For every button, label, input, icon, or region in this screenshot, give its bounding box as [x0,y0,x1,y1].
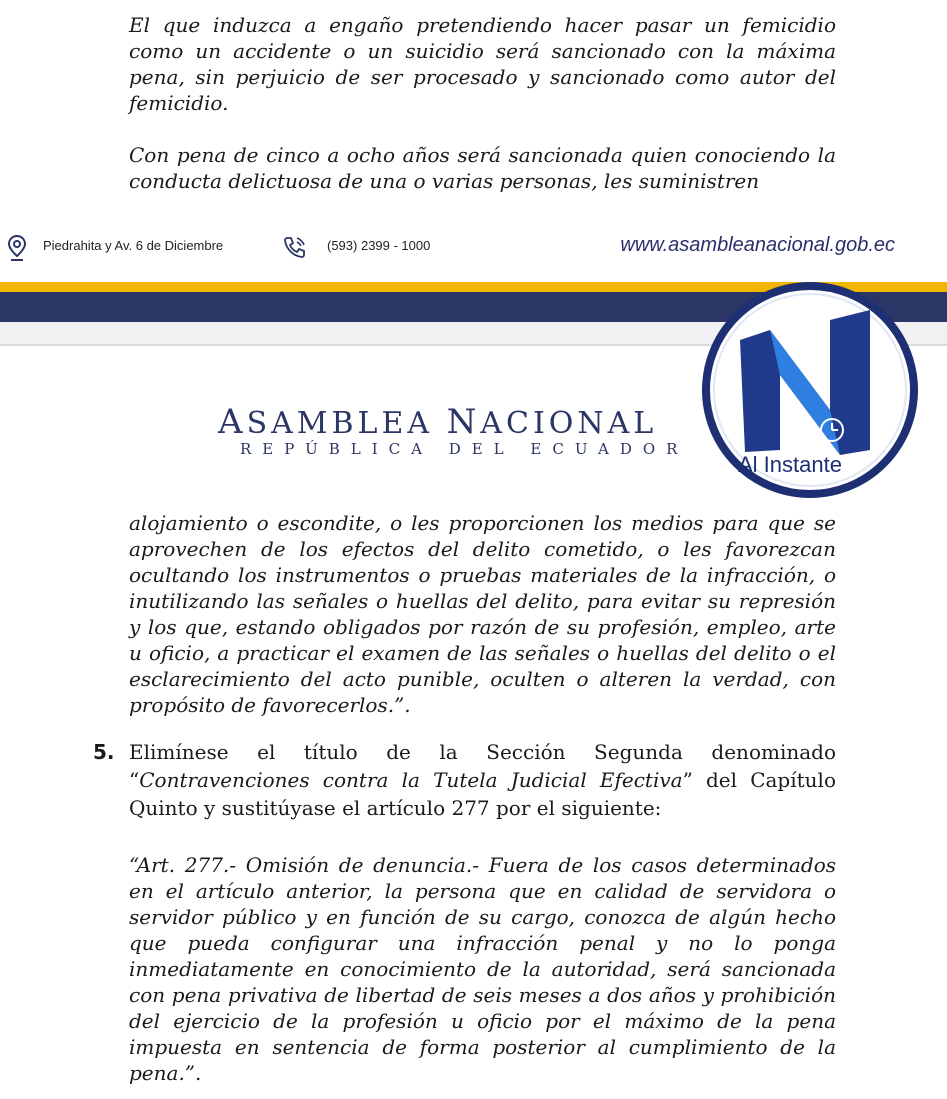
paragraph-encubrimiento-start: Con pena de cinco a ocho años será sancionada quien conociendo la conducta delictuosa de una o varias personas, les suministren [129,143,836,193]
footer-address: Piedrahita y Av. 6 de Diciembre [43,238,224,253]
location-pin-icon [6,234,28,267]
paragraph-encubrimiento-continuation: alojamiento o escondite, o les proporcionen los medios para que se aprovechen de los efectos del delito cometido, o les favorezcan ocultando los instrumentos o pruebas materiales de la infracción, o inutilizando las señales o huellas del delito, para evitar su represión y los que, estando obligados por razón de su profesión, empleo, arte u oficio, a practicar el examen de las señales o huellas del delito o el esclarecimiento del acto punible, oculten o alteren la verdad, con propósito de favorecerlos.”. [129,511,836,717]
header-title: ASAMBLEA NACIONAL [218,402,658,442]
page-footer [0,228,947,268]
al-instante-logo [700,280,920,500]
phone-icon [282,234,308,265]
header-subtitle: REPÚBLICA DEL ECUADOR [240,440,689,458]
paragraph-femicidio: El que induzca a engaño pretendiendo hacer pasar un femicidio como un accidente o un suicidio será sancionado con la máxima pena, sin perjuicio de ser procesado y sancionado como autor del femicidio. [129,13,836,115]
footer-website: www.asambleanacional.gob.ec [620,234,895,256]
item-number: 5. [93,740,115,764]
article-277: “Art. 277.- Omisión de denuncia.- Fuera de los casos determinados en el artículo anterior, la persona que en calidad de servidora o servidor público y en función de su cargo, conozca de algún hecho que pueda configurar una infracción penal y no lo ponga inmediatamente en conocimiento de la autoridad, será sancionada con pena privativa de libertad de seis meses a dos años y prohibición del ejercicio de la profesión u oficio por el máximo de la pena impuesta en sentencia de forma posterior al cumplimiento de la pena.”. [129,853,836,1085]
item5-instruction: Elimínese el título de la Sección Segunda denominado “Contravenciones contra la Tutela Judicial Efectiva” del Capítulo Quinto y sustitúyase el artículo 277 por el siguiente: [129,740,836,820]
footer-phone: (593) 2399 - 1000 [327,238,431,253]
al-instante-text: Al Instante [738,452,842,477]
